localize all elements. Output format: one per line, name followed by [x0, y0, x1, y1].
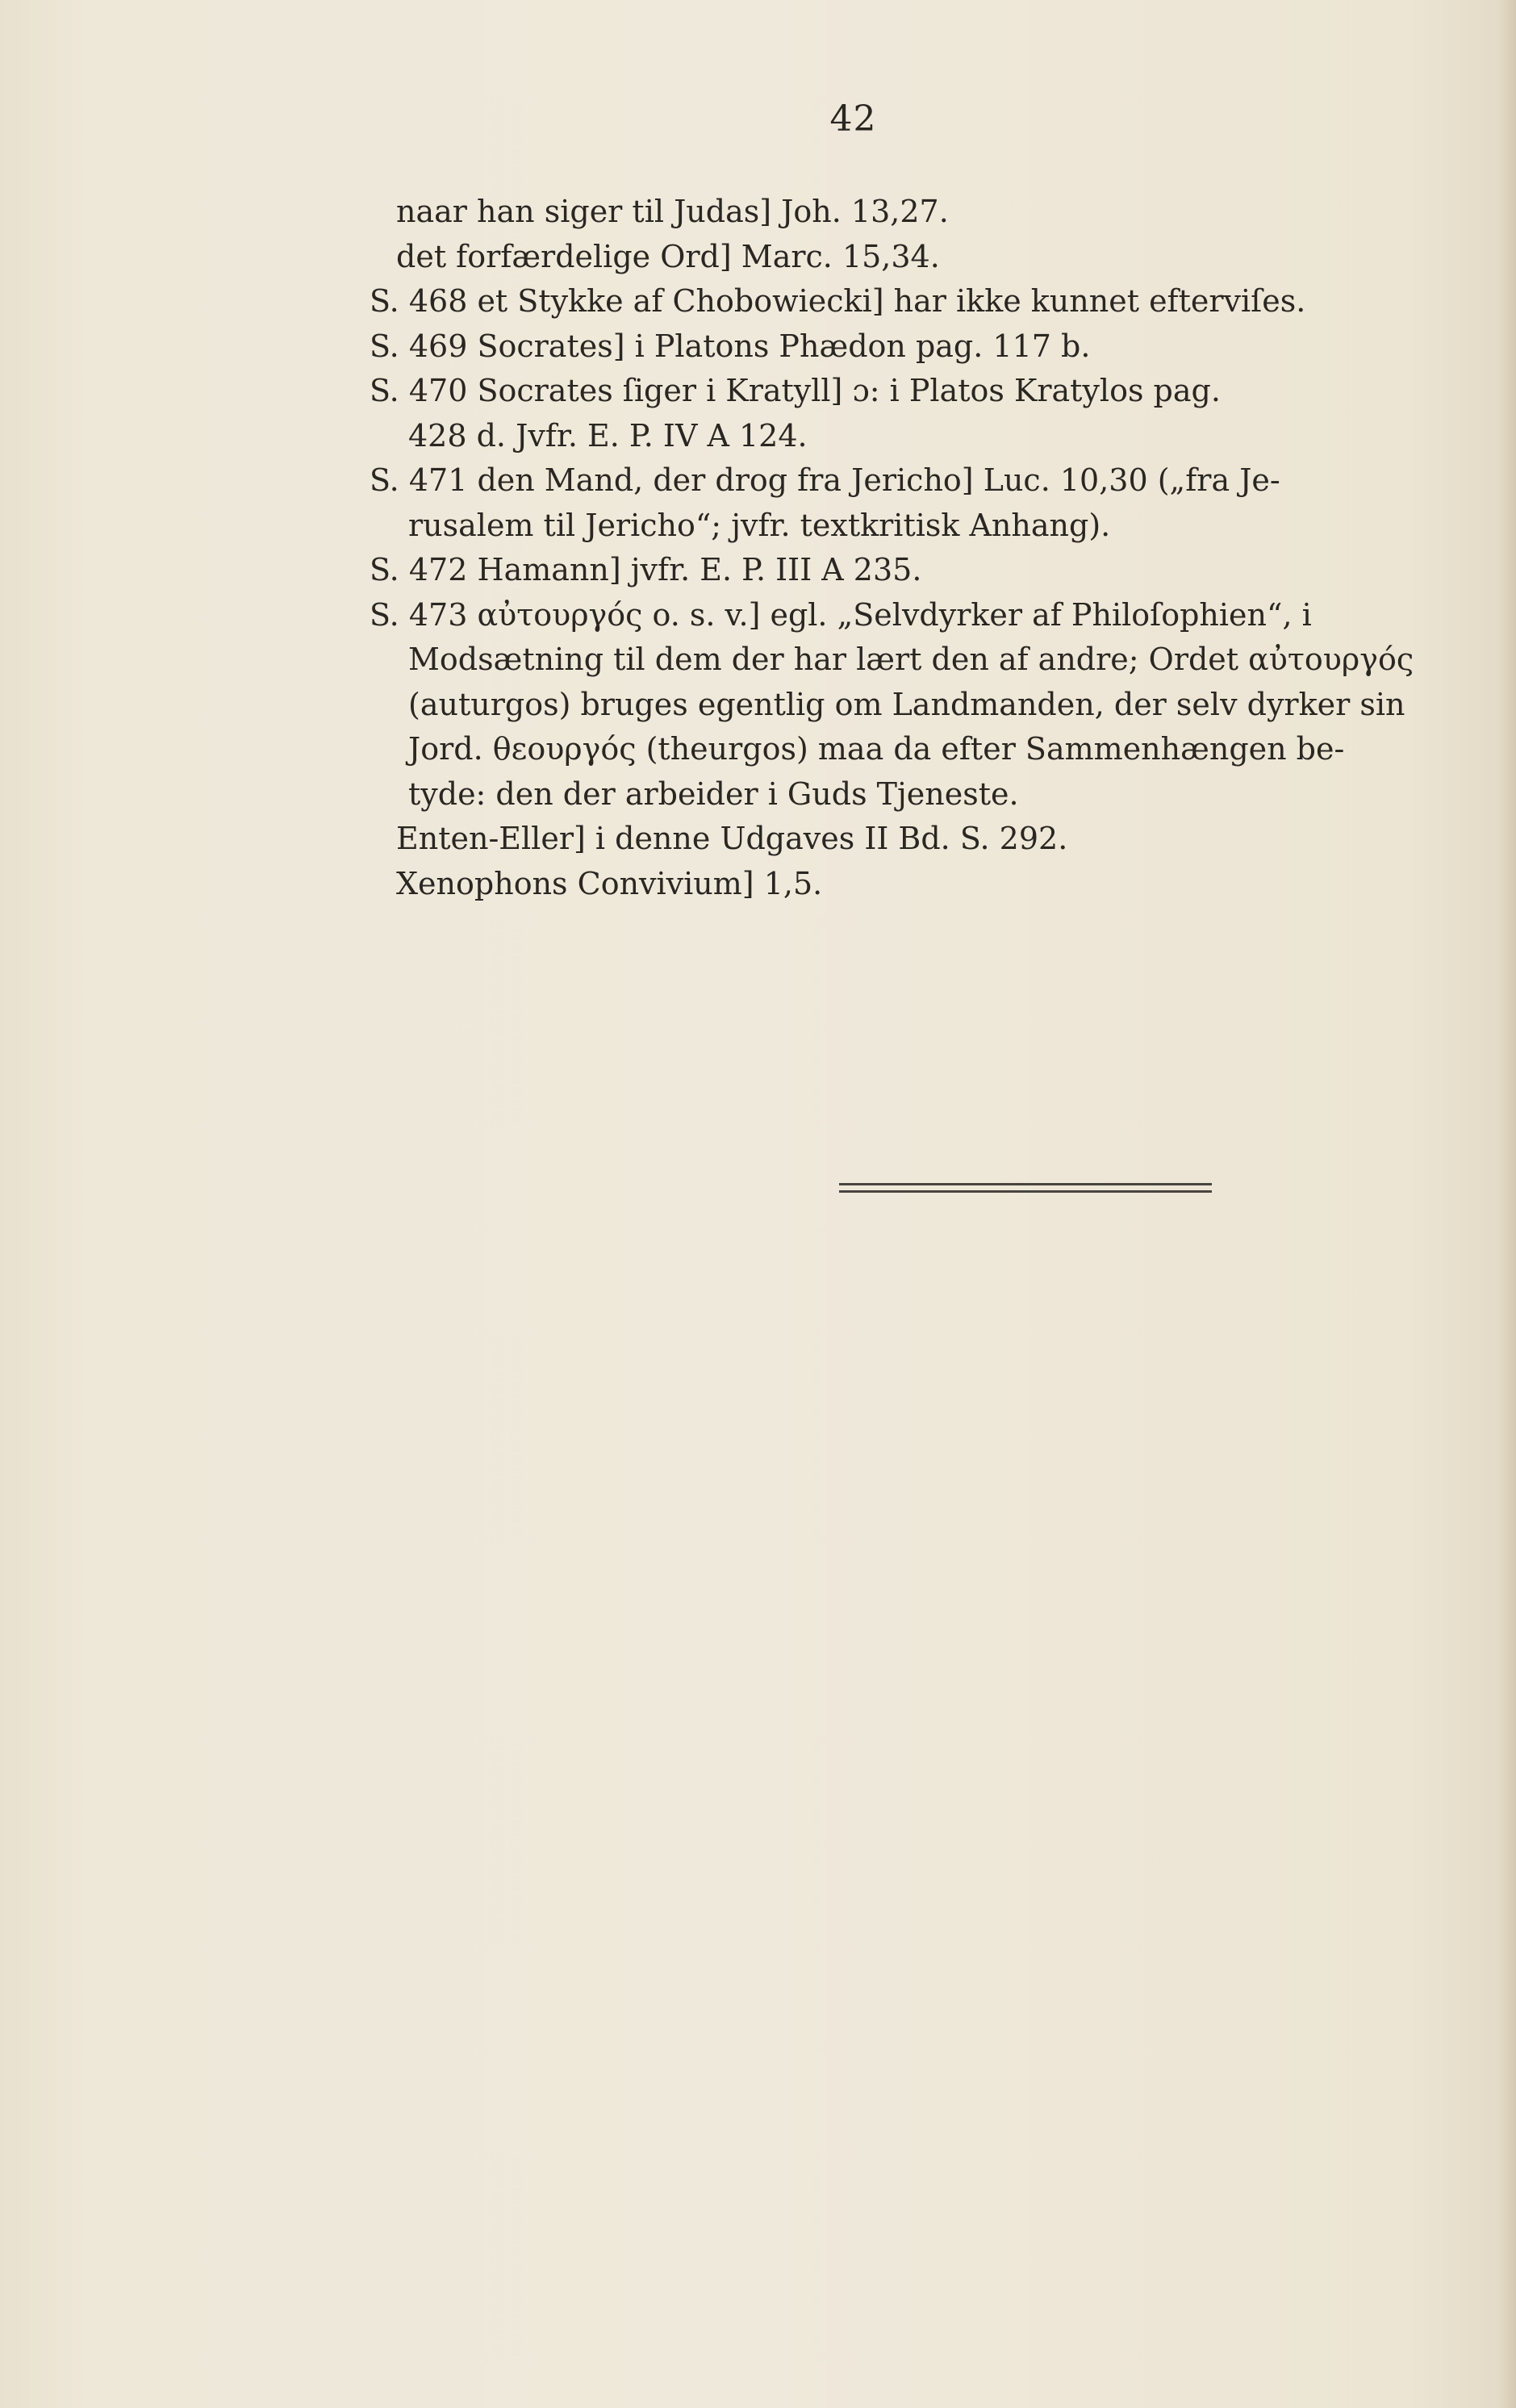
end-rule-bottom	[839, 1190, 1212, 1193]
note-line: S. 470 Socrates ſiger i Kratyll] ɔ: i Platos Kratylos pag.	[370, 373, 1221, 408]
note-line: Modsætning til dem der har lært den af andre; Ordet αὐτουργός	[408, 642, 1414, 677]
note-line: Enten-Eller] i denne Udgaves II Bd. S. 292.	[396, 821, 1068, 856]
note-line: 428 d. Jvfr. E. P. IV A 124.	[408, 417, 808, 454]
note-line: tyde: den der arbeider i Guds Tjeneste.	[408, 775, 1019, 812]
note-line: S. 468 et Stykke af Chobowiecki] har ikke kunnet efterviſes.	[370, 283, 1306, 319]
page-number: 42	[829, 98, 877, 140]
note-line: S. 473 αὐτουργός o. s. v.] egl. „Selvdyrker af Philoſophien“, i	[370, 596, 1312, 633]
note-line: det forfærdelige Ord] Marc. 15,34.	[396, 238, 940, 274]
note-line: (auturgos) bruges egentlig om Landmanden, der selv dyrker sin	[408, 686, 1405, 722]
page-edge-shadow	[1498, 0, 1516, 2408]
notes-block	[370, 190, 1418, 906]
note-line: S. 472 Hamann] jvfr. E. P. III A 235.	[370, 552, 922, 587]
note-line: Jord. θεουργός (theurgos) maa da efter Sammenhængen be-	[408, 731, 1345, 767]
note-line: rusalem til Jericho“; jvfr. textkritisk Anhang).	[408, 507, 1111, 543]
note-line: naar han siger til Judas] Joh. 13,27.	[396, 194, 949, 229]
note-line: S. 471 den Mand, der drog fra Jericho] Luc. 10,30 („fra Je-	[370, 462, 1280, 498]
note-line: S. 469 Socrates] i Platons Phædon pag. 117 b.	[370, 328, 1091, 364]
end-rule-top	[839, 1183, 1212, 1185]
note-line: Xenophons Convivium] 1,5.	[396, 865, 823, 901]
